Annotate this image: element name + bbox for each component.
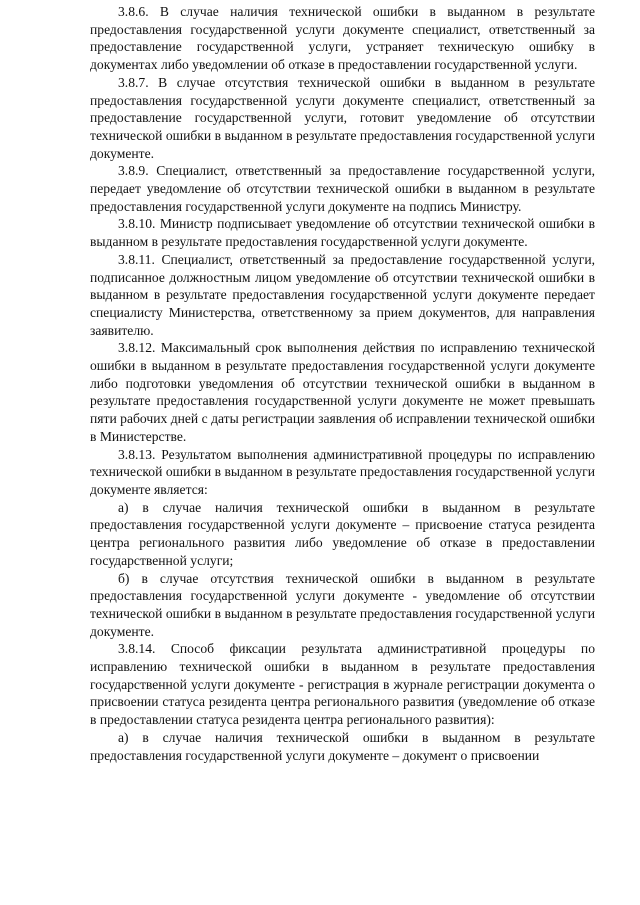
paragraph-3-8-10: 3.8.10. Министр подписывает уведомление об отсутствии технической ошибки в выданном в результате предоставления государственной услуги документе. xyxy=(90,216,595,250)
paragraph-3-8-7: 3.8.7. В случае отсутствия технической ошибки в выданном в результате предоставления государственной услуги документе специалист, ответственный за предоставление государственной услуги, готовит уведомление об отсутствии технической ошибки в выданном в результате предоставления государственной услуги документе. xyxy=(90,74,595,161)
paragraph-3-8-14-a: а) в случае наличия технической ошибки в выданном в результате предоставления государственной услуги документе – документ о присвоении xyxy=(90,729,595,763)
paragraph-3-8-6: 3.8.6. В случае наличия технической ошибки в выданном в результате предоставления государственной услуги документе специалист, ответственный за предоставление государственной услуги, устраняет техническую ошибку в документах либо уведомлении об отказе в предоставлении государственной услуги. xyxy=(90,4,595,73)
paragraph-3-8-12: 3.8.12. Максимальный срок выполнения действия по исправлению технической ошибки в выданном в результате предоставления государственной услуги документе либо подготовки уведомления об отсутствии технической ошибки в выданном в результате предоставления государственной услуги документе не может превышать пяти рабочих дней с даты регистрации заявления об исправлении технической ошибки в Министерстве. xyxy=(90,340,595,444)
document-page xyxy=(90,3,595,764)
paragraph-3-8-9: 3.8.9. Специалист, ответственный за предоставление государственной услуги, передает уведомление об отсутствии технической ошибки в выданном в результате предоставления государственной услуги документе на подпись Министру. xyxy=(90,163,595,214)
paragraph-3-8-13: 3.8.13. Результатом выполнения административной процедуры по исправлению технической ошибки в выданном в результате предоставления государственной услуги документе является: xyxy=(90,446,595,497)
paragraph-3-8-13-b: б) в случае отсутствия технической ошибки в выданном в результате предоставления государственной услуги документе - уведомление об отсутствии технической ошибки в выданном в результате предоставления государственной услуги документе. xyxy=(90,570,595,639)
paragraph-3-8-11: 3.8.11. Специалист, ответственный за предоставление государственной услуги, подписанное должностным лицом уведомление об отсутствии технической ошибки в выданном в результате предоставления государственной услуги документе передает специалисту Министерства, ответственному за прием документов, для направления заявителю. xyxy=(90,251,595,338)
paragraph-3-8-13-a: а) в случае наличия технической ошибки в выданном в результате предоставления государственной услуги документе – присвоение статуса резидента центра регионального развития либо уведомление об отказе в предоставлении государственной услуги; xyxy=(90,499,595,568)
paragraph-3-8-14: 3.8.14. Способ фиксации результата административной процедуры по исправлению технической ошибки в выданном в результате предоставления государственной услуги документе - регистрация в журнале регистрации документа о присвоении статуса резидента центра регионального развития (уведомление об отказе в предоставлении статуса резидента центра регионального развития): xyxy=(90,641,595,728)
